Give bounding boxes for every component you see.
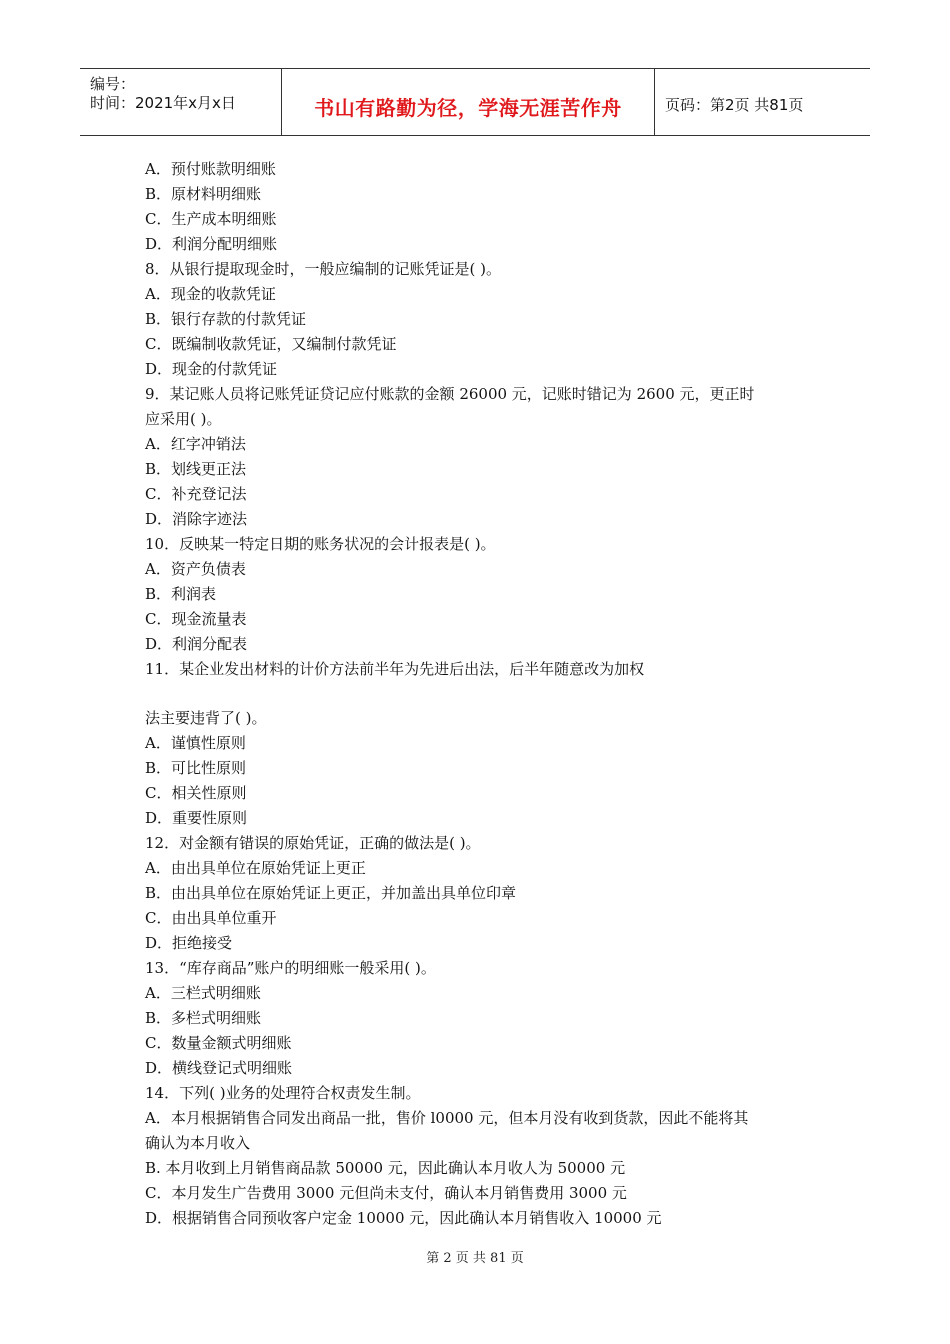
text-line: B．原材料明细账	[145, 185, 262, 203]
question-line: 10．反映某一特定日期的账务状况的会计报表是( )。	[145, 535, 496, 553]
text-line: D．重要性原则	[145, 809, 248, 827]
text-line: A．本月根据销售合同发出商品一批，售价 l0000 元，但本月没有收到货款，因此不能将其	[145, 1109, 749, 1127]
question-line: 13．“库存商品”账户的明细账一般采用( )。	[145, 959, 436, 977]
text-line: 法主要违背了( )。	[145, 709, 267, 727]
text-line: C．由出具单位重开	[145, 909, 277, 927]
question-line: 12．对金额有错误的原始凭证，正确的做法是( )。	[145, 834, 481, 852]
text-line: A．现金的收款凭证	[145, 285, 276, 303]
text-line: D．消除字迹法	[145, 510, 248, 528]
question-line: 9．某记账人员将记账凭证贷记应付账款的金额 26000 元，记账时错记为 2600 元，更正时	[145, 385, 755, 403]
text-line: D．利润分配表	[145, 635, 248, 653]
code-label: 编号：	[90, 75, 136, 93]
text-line: A．由出具单位在原始凭证上更正	[145, 859, 366, 877]
text-line: A．红字冲销法	[145, 435, 246, 453]
question-line: 14．下列( )业务的处理符合权责发生制。	[145, 1084, 421, 1102]
text-line: C．相关性原则	[145, 784, 247, 802]
page-footer: 第 2 页 共 81 页	[426, 1251, 524, 1266]
text-line: C．补充登记法	[145, 485, 247, 503]
time-label: 时间：2021年x月x日	[90, 94, 236, 112]
text-line: A．谨慎性原则	[145, 734, 246, 752]
text-line: A．预付账款明细账	[145, 160, 276, 178]
text-line: B．由出具单位在原始凭证上更正，并加盖出具单位印章	[145, 884, 517, 902]
text-line: D．横线登记式明细账	[145, 1059, 293, 1077]
text-line: B．划线更正法	[145, 460, 247, 478]
header-meta-cell	[80, 69, 282, 135]
text-line: A．三栏式明细账	[145, 984, 261, 1002]
question-line: 11．某企业发出材料的计价方法前半年为先进后出法，后半年随意改为加权	[145, 660, 645, 678]
text-line: B. 本月收到上月销售商品款 50000 元，因此确认本月收人为 50000 元	[145, 1159, 626, 1177]
header-page-cell	[655, 69, 870, 135]
text-line: 应采用( )。	[145, 410, 222, 428]
page-header	[80, 68, 870, 136]
page-info: 页码：第2页 共81页	[665, 96, 804, 114]
text-line: B．利润表	[145, 585, 217, 603]
text-line: A．资产负债表	[145, 560, 246, 578]
text-line: 确认为本月收入	[145, 1134, 251, 1152]
text-line: C．本月发生广告费用 3000 元但尚未支付，确认本月销售费用 3000 元	[145, 1184, 627, 1202]
text-line: B．多栏式明细账	[145, 1009, 262, 1027]
text-line: D．利润分配明细账	[145, 235, 278, 253]
text-line: B．银行存款的付款凭证	[145, 310, 307, 328]
text-line: C．现金流量表	[145, 610, 247, 628]
motto-text: 书山有路勤为径，学海无涯苦作舟	[314, 96, 622, 120]
text-line: D．根据销售合同预收客户定金 10000 元，因此确认本月销售收入 10000 元	[145, 1209, 662, 1227]
text-line: B．可比性原则	[145, 759, 247, 777]
text-line: D．拒绝接受	[145, 934, 233, 952]
text-line: C．生产成本明细账	[145, 210, 277, 228]
question-line: 8．从银行提取现金时，一般应编制的记账凭证是( )。	[145, 260, 502, 278]
text-line: C．既编制收款凭证，又编制付款凭证	[145, 335, 397, 353]
text-line: C．数量金额式明细账	[145, 1034, 292, 1052]
text-line: D．现金的付款凭证	[145, 360, 278, 378]
header-motto-cell	[282, 69, 655, 135]
